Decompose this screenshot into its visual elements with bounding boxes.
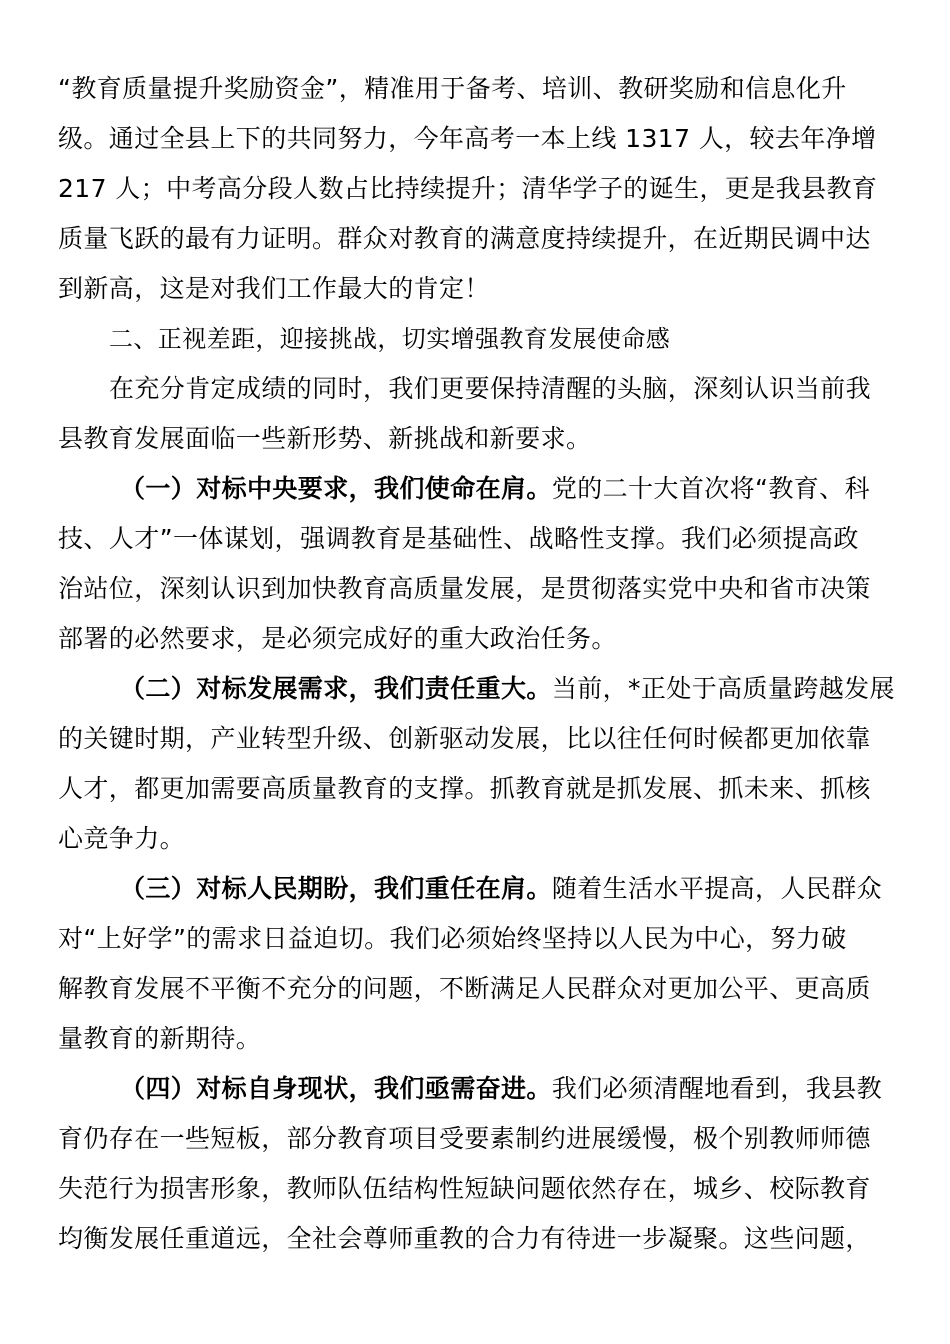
subsection-line: 心竞争力。	[58, 824, 186, 853]
paragraph-line: 级。通过全县上下的共同努力，今年高考一本上线 1317 人，较去年净增	[58, 124, 877, 153]
paragraph-line: 到新高，这是对我们工作最大的肯定！	[58, 274, 490, 303]
intro-line: 在充分肯定成绩的同时，我们更要保持清醒的头脑，深刻认识当前我	[109, 374, 872, 403]
subsection-line: 部署的必然要求，是必须完成好的重大政治任务。	[58, 624, 617, 653]
subsection-first-line	[58, 664, 895, 714]
subsection-first-line	[58, 464, 892, 514]
subsection-title: （四）对标自身现状，我们亟需奋进。	[120, 1074, 552, 1103]
subsection-line: 均衡发展任重道远，全社会尊师重教的合力有待进一步凝聚。这些问题，	[58, 1224, 871, 1253]
subsection-line: 治站位，深刻认识到加快教育高质量发展，是贯彻落实党中央和省市决策	[58, 574, 871, 603]
subsection-line: 技、人才”一体谋划，强调教育是基础性、战略性支撑。我们必须提高政	[58, 524, 859, 553]
subsection-line: 解教育发展不平衡不充分的问题，不断满足人民群众对更加公平、更高质	[58, 974, 871, 1003]
subsection-text: 随着生活水平提高，人民群众	[551, 874, 883, 903]
subsection-line: 对“上好学”的需求日益迫切。我们必须始终坚持以人民为中心，努力破	[58, 924, 847, 953]
subsection-line: 的关键时期，产业转型升级、创新驱动发展，比以往任何时候都更加依靠	[58, 724, 871, 753]
subsection-title: （一）对标中央要求，我们使命在肩。	[120, 474, 552, 503]
subsection-title: （二）对标发展需求，我们责任重大。	[120, 674, 552, 703]
subsection-text: 党的二十大首次将“教育、科	[551, 474, 870, 503]
subsection-line: 人才，都更加需要高质量教育的支撑。抓教育就是抓发展、抓未来、抓核	[58, 774, 871, 803]
subsection-text: 当前，*正处于高质量跨越发展	[551, 674, 895, 703]
paragraph-line: 217 人；中考高分段人数占比持续提升；清华学子的诞生，更是我县教育	[58, 174, 878, 203]
subsection-line: 失范行为损害形象，教师队伍结构性短缺问题依然存在，城乡、校际教育	[58, 1174, 871, 1203]
section-heading: 二、正视差距，迎接挑战，切实增强教育发展使命感	[109, 325, 671, 353]
document-page	[58, 64, 895, 1264]
subsection-first-line	[58, 1064, 892, 1114]
subsection-title: （三）对标人民期盼，我们重任在肩。	[120, 874, 552, 903]
subsection-line: 量教育的新期待。	[58, 1024, 262, 1053]
intro-line: 县教育发展面临一些新形势、新挑战和新要求。	[58, 424, 592, 453]
paragraph-line: “教育质量提升奖励资金”，精准用于备考、培训、教研奖励和信息化升	[58, 74, 847, 103]
paragraph-line: 质量飞跃的最有力证明。群众对教育的满意度持续提升，在近期民调中达	[58, 224, 871, 253]
subsection-line: 育仍存在一些短板，部分教育项目受要素制约进展缓慢，极个别教师师德	[58, 1124, 871, 1153]
subsection-text: 我们必须清醒地看到，我县教	[551, 1074, 883, 1103]
subsection-first-line	[58, 864, 892, 914]
